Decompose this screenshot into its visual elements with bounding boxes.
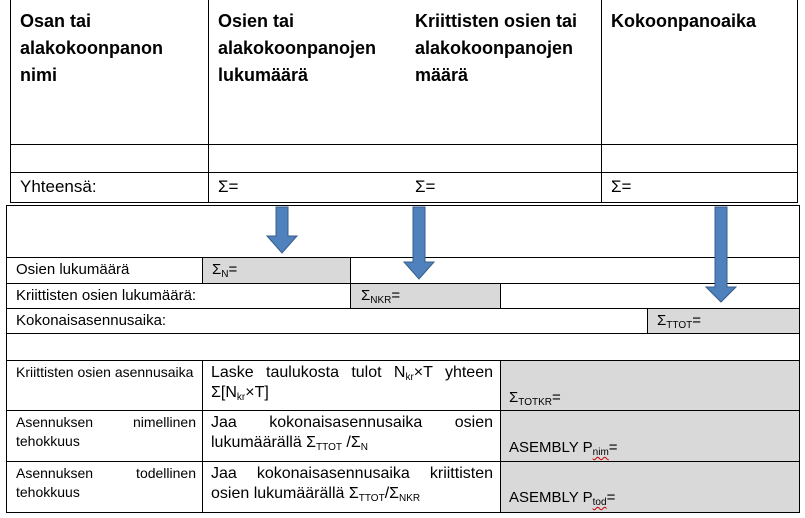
sum-nkr-cell: $\Sigma_{NKR}=$ bbox=[361, 287, 401, 306]
label-actual-efficiency: Asennuksen todellinen tehokkuus bbox=[16, 465, 196, 500]
header-part-name: Osan tai alakokoonpanon nimi bbox=[20, 11, 164, 85]
bottom-table bbox=[6, 205, 800, 513]
total-sum-time: Σ= bbox=[611, 177, 632, 196]
total-label: Yhteensä: bbox=[20, 177, 97, 196]
sum-n-cell: $\Sigma_N=$ bbox=[212, 261, 238, 280]
top-table bbox=[10, 0, 800, 203]
label-nominal-efficiency: Asennuksen nimellinen tehokkuus bbox=[16, 414, 196, 449]
label-critical-assembly-time: Kriittisten osien asennusaika bbox=[16, 364, 194, 380]
assembly-actual-cell: ASEMBLY $P_{tod}=$ bbox=[509, 489, 616, 508]
total-sum-critical: Σ= bbox=[415, 177, 436, 196]
header-assembly-time: Kokoonpanoaika bbox=[611, 11, 757, 31]
label-critical-count: Kriittisten osien lukumäärä: bbox=[16, 287, 197, 304]
header-part-count: Osien tai alakokoonpanojen lukumäärä bbox=[218, 11, 377, 85]
header-critical-count: Kriittisten osien tai alakokoonpanojen määrä bbox=[415, 11, 578, 85]
label-part-count: Osien lukumäärä bbox=[16, 261, 130, 278]
assembly-nominal-cell: ASEMBLY $P_{nim}=$ bbox=[509, 439, 618, 458]
label-total-time: Kokonaisasennusaika: bbox=[16, 312, 167, 329]
sum-totkr-cell: $\Sigma_{TOTKR}=$ bbox=[509, 389, 561, 408]
instruction-nominal-efficiency: Jaa kokonaisasennusaika osien lukumäärällä $\Sigma_{TTOT}$ $/\Sigma_N$ bbox=[211, 414, 493, 453]
instruction-actual-efficiency: Jaa kokonaisasennusaika kriittisten osien lukumäärällä $\Sigma_{TTOT}/\Sigma_{NKR}$ bbox=[211, 465, 493, 504]
instruction-critical-assembly-time: Laske taulukosta tulot $N_{kr}\times T$ yhteen $\Sigma[N_{kr}\times T]$ bbox=[211, 364, 494, 403]
sum-ttot-cell: $\Sigma_{TTOT}=$ bbox=[657, 312, 701, 331]
total-sum-count: Σ= bbox=[218, 177, 239, 196]
